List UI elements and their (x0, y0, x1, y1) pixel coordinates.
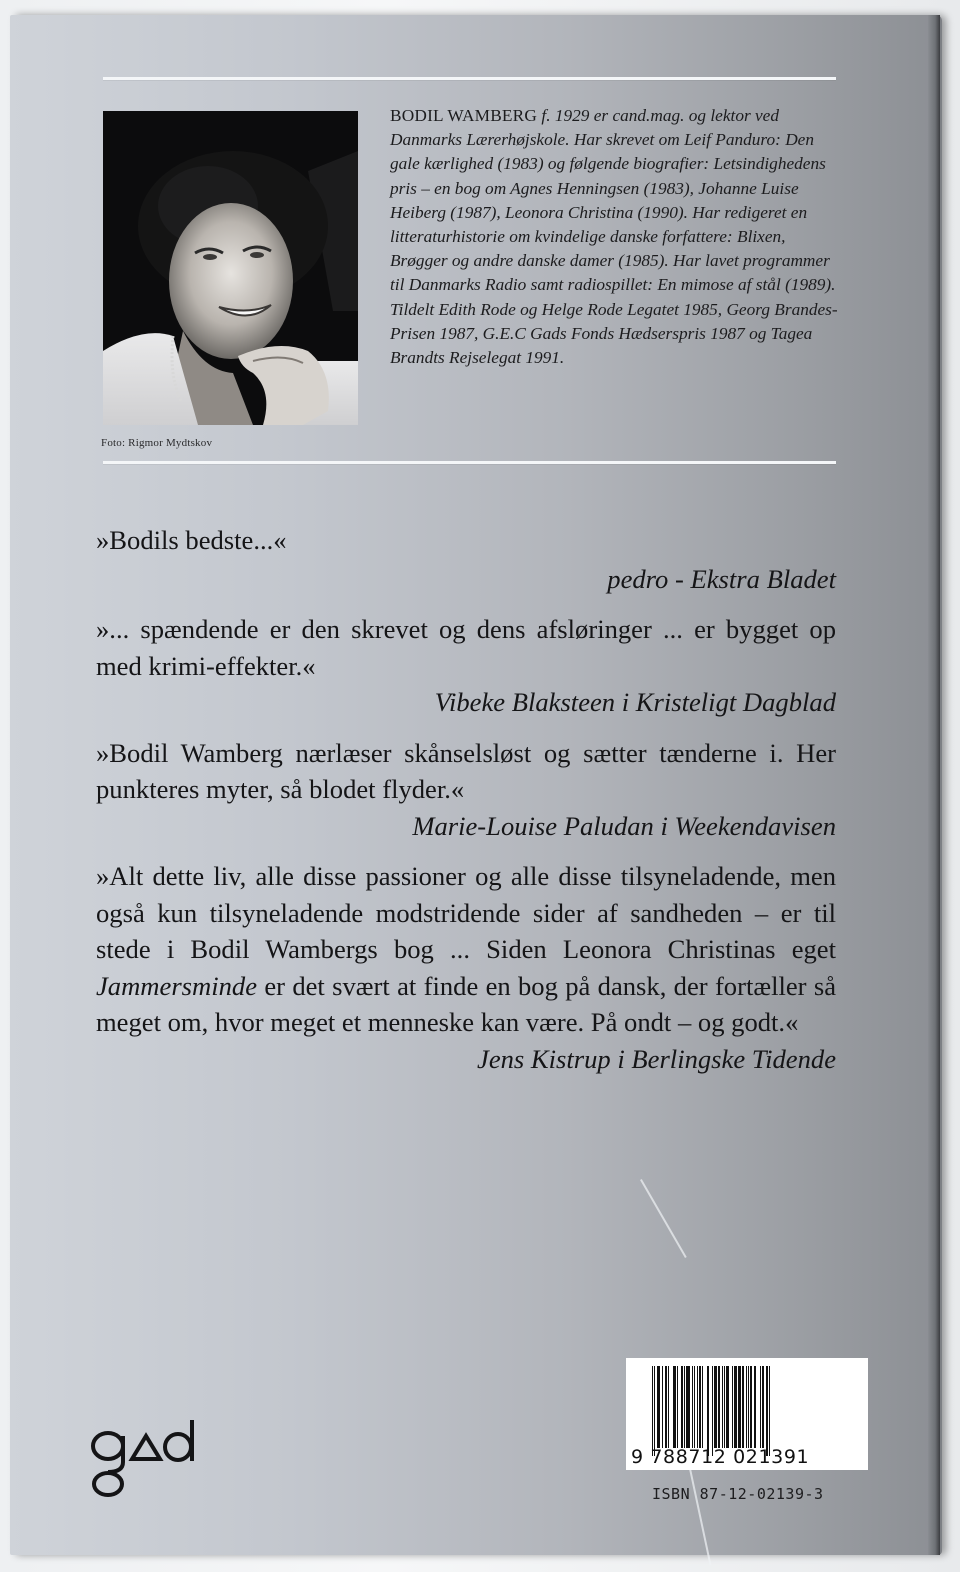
author-bio-text: f. 1929 er cand.mag. og lektor ved Danmarks Lærerhøjskole. Har skrevet om Leif Panduro: Den gale kærlighed (1983) og følgende biografier: Letsindighedens pris – en bog om Agnes Henningsen (1983), Johanne Luise Heiberg (1987), Leonora Christina (1990). Har redigeret en litteraturhistorie om kvindelige danske forfattere: Blixen, Brøgger og andre danske damer (1985). Har lavet programmer til Danmarks Radio samt radiospillet: En mimose af stål (1989). Tildelt Edith Rode og Helge Rode Legatet 1985, Georg Brandes-Prisen 1987, G.E.C Gads Fonds Hædserspris 1987 og Tagea Brandts Rejselegat 1991. (390, 106, 838, 368)
author-photo (103, 111, 358, 425)
barcode-digits: 9 788712 021391 (631, 1446, 810, 1468)
quote-text-part: »Alt dette liv, alle disse passioner og alle disse tilsyneladende, men også kun tilsyneladende modstridende sider af sandheden – er til stede i Bodil Wambergs bog ... Siden Leonora Christinas eget (96, 861, 836, 964)
quote-text: »... spændende er den skrevet og dens afsløringer ... er bygget op med krimi-effekter.« (96, 614, 836, 681)
review-quote (96, 858, 836, 1077)
barcode (626, 1358, 868, 1470)
quote-text-part: er det svært at finde en bog på dansk, der fortæller så meget om, hvor meget et menneske kan være. På ondt – og godt.« (96, 970, 836, 1037)
quote-source: Jens Kistrup i Berlingske Tidende (477, 1043, 836, 1074)
review-quotes (96, 522, 836, 1077)
quote-text: »Bodils bedste...« (96, 525, 287, 555)
review-quote (96, 735, 836, 845)
photo-credit: Foto: Rigmor Mydtskov (101, 437, 213, 449)
gad-publisher-logo (88, 1418, 200, 1500)
top-divider (103, 77, 836, 80)
portrait-image (103, 111, 358, 425)
cover-edge (928, 15, 940, 1555)
quote-source: Marie-Louise Paludan i Weekendavisen (412, 810, 836, 841)
isbn-number: ISBN 87-12-02139-3 (652, 1485, 824, 1503)
author-bio (390, 104, 845, 370)
review-quote (96, 611, 836, 721)
quote-source: pedro - Ekstra Bladet (607, 563, 836, 594)
barcode-bars (652, 1366, 852, 1454)
author-name: BODIL WAMBERG (390, 106, 538, 125)
quote-text: »Bodil Wamberg nærlæser skånselsløst og sætter tænderne i. Her punkteres myter, så blodet flyder.« (96, 737, 836, 804)
review-quote (96, 522, 836, 597)
quote-text (96, 858, 836, 1041)
quoted-book-title: Jammersminde (96, 970, 258, 1001)
quote-source: Vibeke Blaksteen i Kristeligt Dagblad (434, 687, 836, 717)
bottom-divider (103, 461, 836, 464)
